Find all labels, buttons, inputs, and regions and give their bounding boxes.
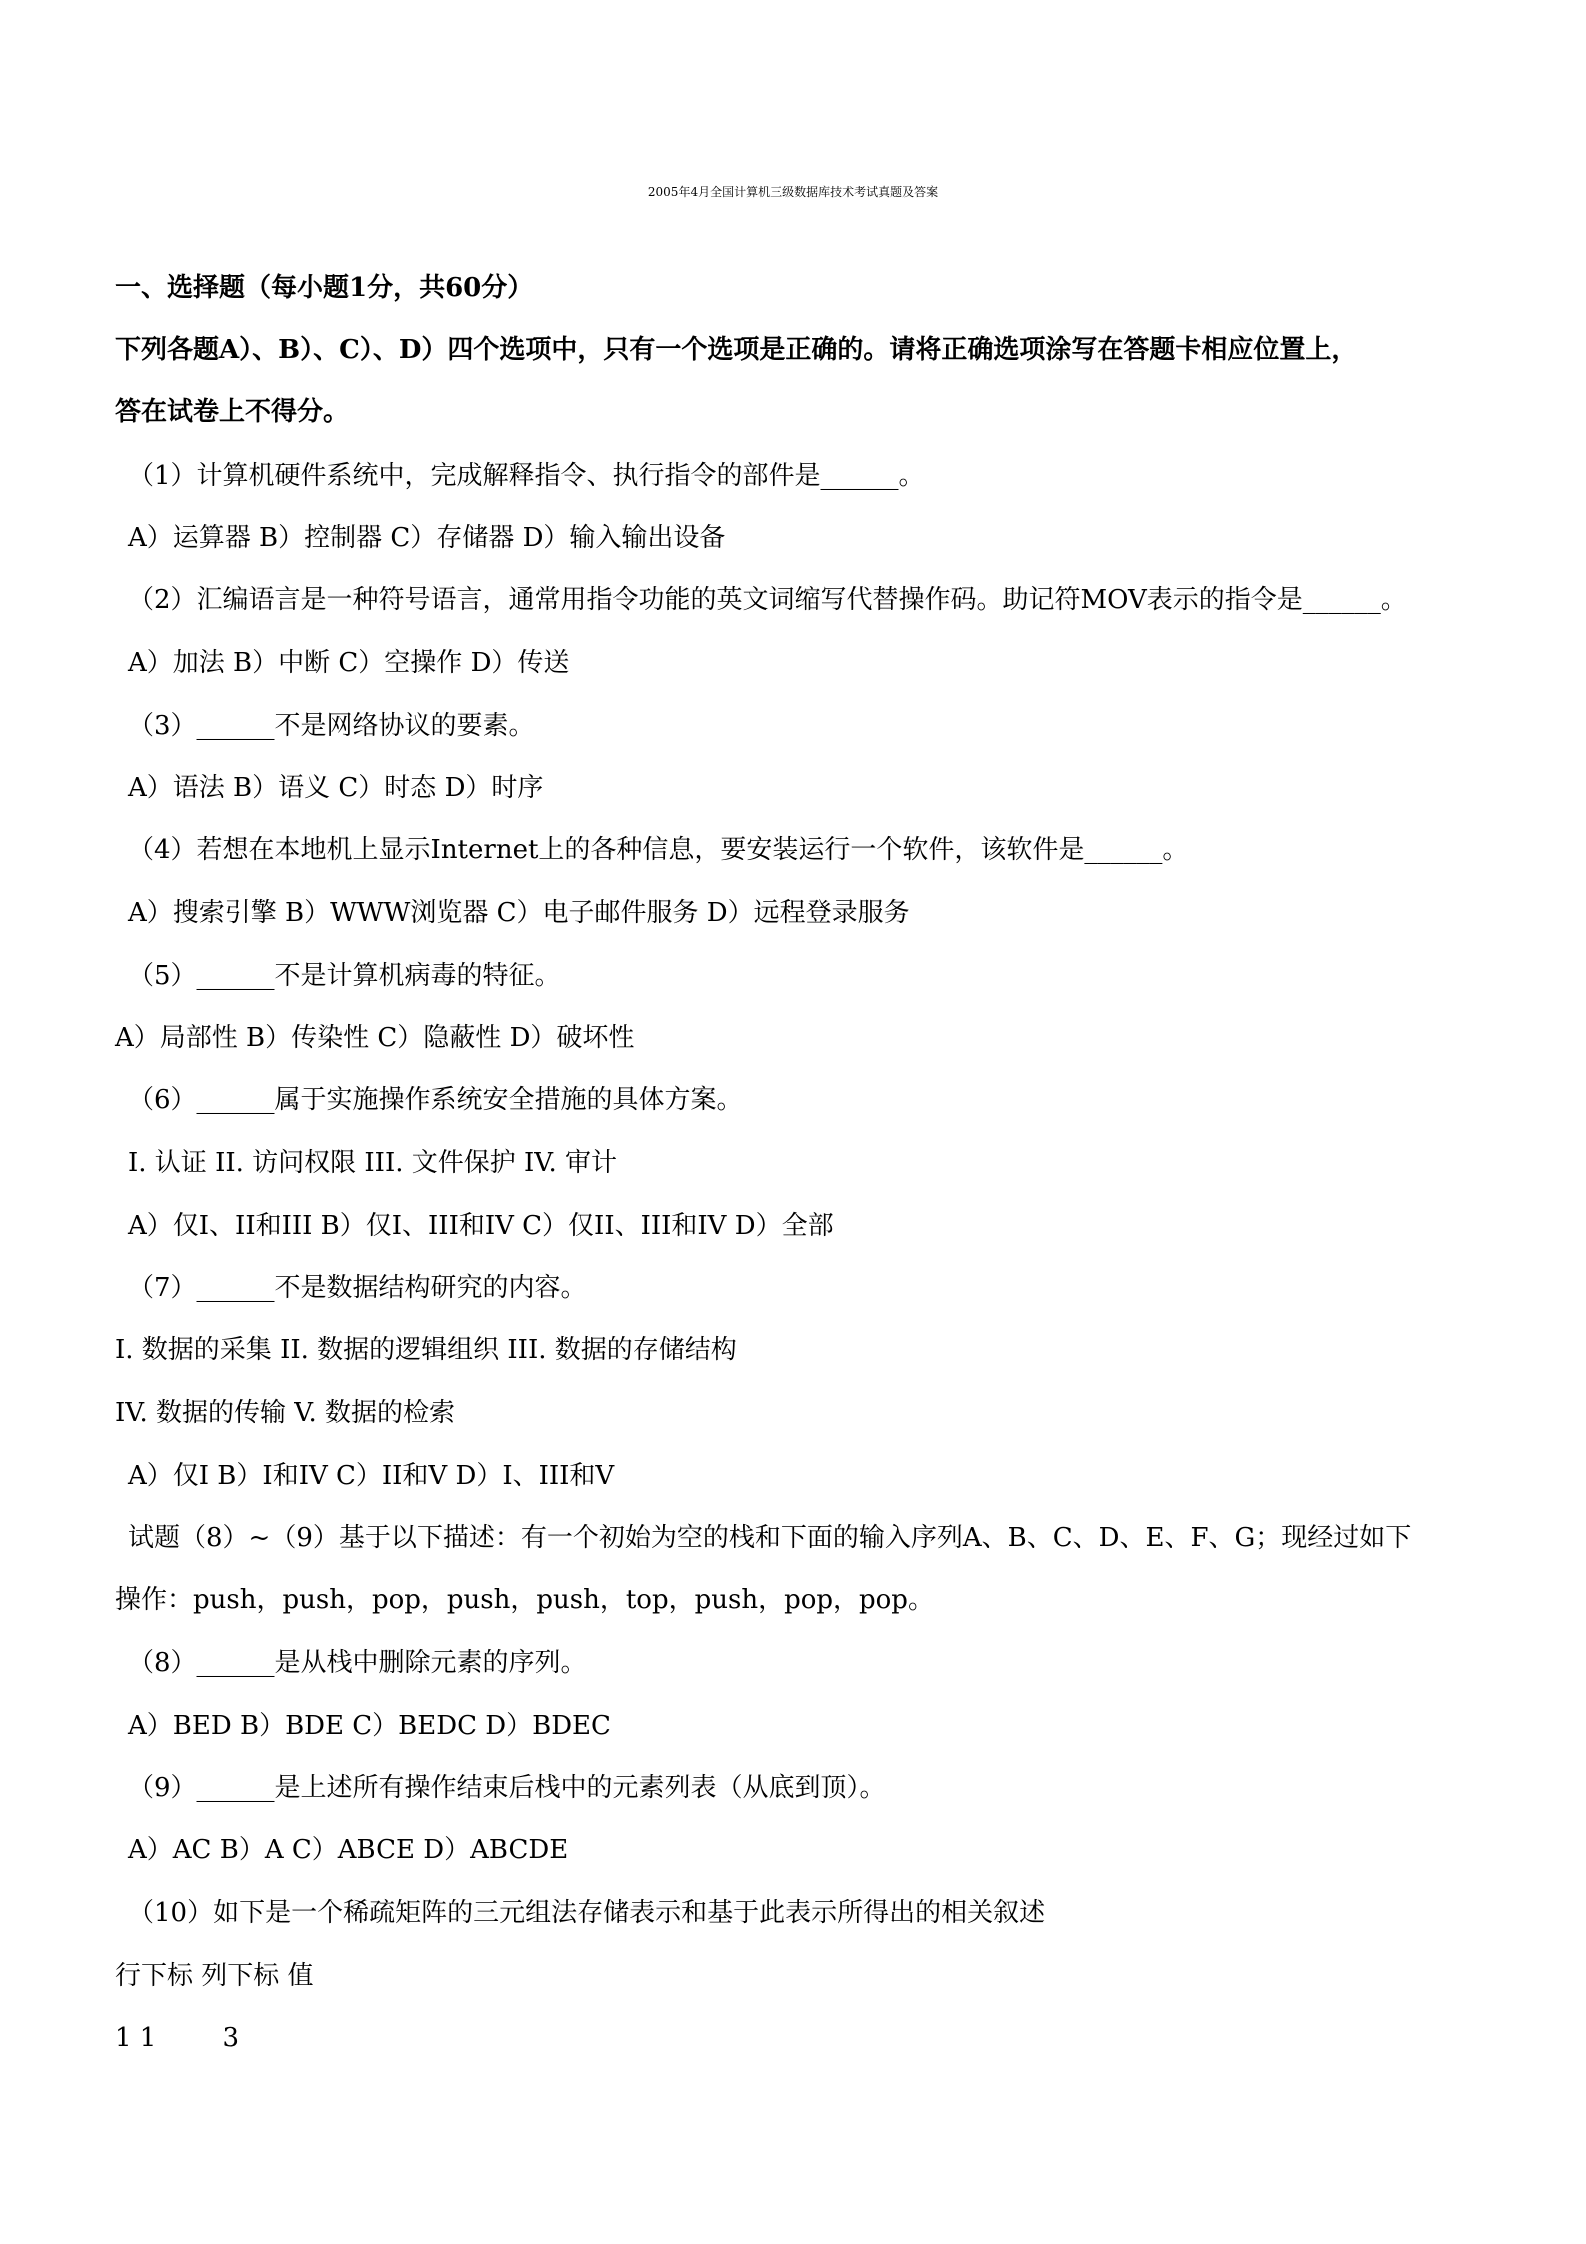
questions-8-9-intro-2: 操作：push，push，pop，push，push，top，push，pop，pop。 bbox=[115, 1585, 934, 1615]
question-9: （9）______是上述所有操作结束后栈中的元素列表（从底到顶）。 bbox=[128, 1773, 886, 1803]
question-4: （4）若想在本地机上显示Internet上的各种信息，要安装运行一个软件，该软件是______。 bbox=[128, 835, 1189, 865]
question-1: （1）计算机硬件系统中，完成解释指令、执行指令的部件是______。 bbox=[128, 461, 925, 491]
question-7-items-2: IV. 数据的传输 V. 数据的检索 bbox=[115, 1398, 456, 1428]
table-row: 1 1 3 bbox=[115, 2023, 240, 2053]
question-6-items: I. 认证 II. 访问权限 III. 文件保护 IV. 审计 bbox=[128, 1148, 618, 1178]
options-5: A）局部性 B）传染性 C）隐蔽性 D）破坏性 bbox=[115, 1023, 635, 1053]
question-10: （10）如下是一个稀疏矩阵的三元组法存储表示和基于此表示所得出的相关叙述 bbox=[128, 1898, 1046, 1928]
question-2: （2）汇编语言是一种符号语言，通常用指令功能的英文词缩写代替操作码。助记符MOV表示的指令是______。 bbox=[128, 585, 1407, 615]
page-title: 2005年4月全国计算机三级数据库技术考试真题及答案 bbox=[647, 185, 939, 199]
question-8: （8）______是从栈中删除元素的序列。 bbox=[128, 1648, 587, 1678]
instructions-line-2: 答在试卷上不得分。 bbox=[115, 397, 350, 427]
options-4: A）搜索引擎 B）WWW浏览器 C）电子邮件服务 D）远程登录服务 bbox=[128, 898, 910, 928]
questions-8-9-intro-1: 试题（8）~（9）基于以下描述：有一个初始为空的栈和下面的输入序列A、B、C、D、E、F、G；现经过如下 bbox=[128, 1523, 1412, 1553]
question-6: （6）______属于实施操作系统安全措施的具体方案。 bbox=[128, 1085, 743, 1115]
options-8: A）BED B）BDE C）BEDC D）BDEC bbox=[128, 1711, 611, 1741]
question-5: （5）______不是计算机病毒的特征。 bbox=[128, 961, 561, 991]
table-header: 行下标 列下标 值 bbox=[115, 1961, 314, 1991]
options-3: A）语法 B）语义 C）时态 D）时序 bbox=[128, 773, 544, 803]
question-7: （7）______不是数据结构研究的内容。 bbox=[128, 1273, 587, 1303]
options-7: A）仅I B）I和IV C）II和V D）I、III和V bbox=[128, 1461, 615, 1491]
options-6: A）仅I、II和III B）仅I、III和IV C）仅II、III和IV D）全部 bbox=[128, 1211, 834, 1241]
instructions-line-1: 下列各题A）、B）、C）、D）四个选项中，只有一个选项是正确的。请将正确选项涂写在答题卡相应位置上， bbox=[115, 335, 1358, 365]
options-9: A）AC B）A C）ABCE D）ABCDE bbox=[128, 1835, 569, 1865]
options-2: A）加法 B）中断 C）空操作 D）传送 bbox=[128, 648, 570, 678]
options-1: A）运算器 B）控制器 C）存储器 D）输入输出设备 bbox=[128, 523, 726, 553]
question-3: （3）______不是网络协议的要素。 bbox=[128, 711, 535, 741]
question-7-items-1: I. 数据的采集 II. 数据的逻辑组织 III. 数据的存储结构 bbox=[115, 1335, 737, 1365]
section-heading: 一、选择题（每小题1分，共60分） bbox=[115, 273, 534, 303]
